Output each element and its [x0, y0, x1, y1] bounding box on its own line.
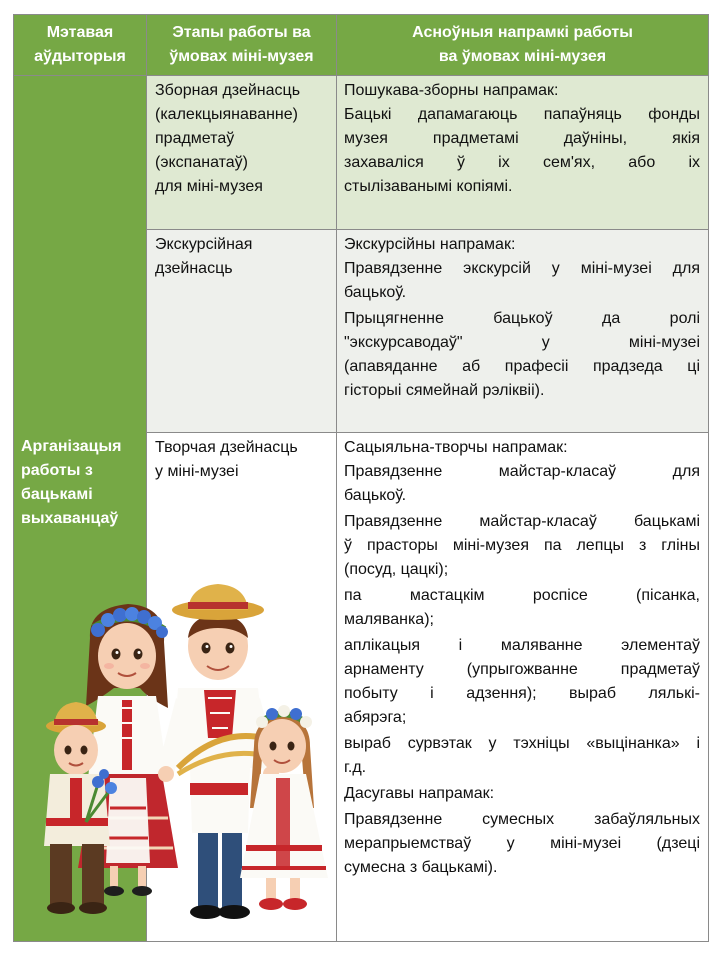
- direction-text: арнаменту (упрыгожванне прадметаў: [344, 661, 700, 678]
- direction-text: побыту і адзення); выраб лялькі-: [344, 685, 700, 702]
- direction-text: аплікацыя і маляванне элементаў: [344, 637, 700, 654]
- direction-text: г.д.: [344, 759, 367, 776]
- direction-text: маляванка);: [344, 611, 434, 628]
- stage-text: Экскурсійная: [155, 236, 253, 253]
- stage-text: прадметаў: [155, 130, 235, 147]
- direction-title: Экскурсійны напрамак:: [344, 236, 516, 253]
- header-text: Асноўныя напрамкі работы: [412, 24, 633, 41]
- stage-text: (калекцыянаванне): [155, 106, 298, 123]
- header-main-directions: [337, 15, 709, 76]
- direction-title: Дасугавы напрамак:: [344, 785, 495, 802]
- header-text: ўмовах міні-музея: [169, 48, 314, 65]
- children-in-folk-costumes-illustration: [28, 578, 334, 934]
- table-row: [14, 76, 709, 230]
- direction-title: Сацыяльна-творчы напрамак:: [344, 439, 568, 456]
- header-row: [14, 15, 709, 76]
- audience-text: бацькамі: [21, 485, 93, 503]
- direction-text: Правядзенне майстар-класаў для: [344, 463, 700, 480]
- header-text: Мэтавая: [46, 24, 114, 41]
- direction-text: (посуд, цацкі);: [344, 561, 449, 578]
- direction-text: абярэга;: [344, 709, 407, 726]
- direction-title: Пошукава-зборны напрамак:: [344, 82, 559, 99]
- direction-cell: [337, 230, 709, 433]
- stage-cell: [147, 76, 337, 230]
- audience-text: работы з: [21, 461, 93, 479]
- direction-text: музея прадметамі даўніны, якія: [344, 130, 700, 147]
- header-target-audience: [14, 15, 147, 76]
- direction-cell: [337, 76, 709, 230]
- stage-text: (экспанатаў): [155, 154, 248, 171]
- stage-text: Зборная дзейнасць: [155, 82, 301, 99]
- stage-text: для міні-музея: [155, 178, 263, 195]
- direction-text: Бацькі дапамагаюць папаўняць фонды: [344, 106, 700, 123]
- direction-text: па мастацкім роспісе (пісанка,: [344, 587, 700, 604]
- stage-text: дзейнасць: [155, 260, 233, 277]
- audience-text: Арганізацыя: [21, 437, 122, 455]
- audience-text: выхаванцаў: [21, 509, 119, 527]
- direction-text: гісторыі сямейнай рэліквіі).: [344, 382, 545, 399]
- direction-text: Прыцягненне бацькоў да ролі: [344, 310, 700, 327]
- direction-text: бацькоў.: [344, 487, 407, 504]
- stage-text: Творчая дзейнасць: [155, 439, 298, 456]
- direction-text: сумесна з бацькамі).: [344, 859, 498, 876]
- direction-text: бацькоў.: [344, 284, 407, 301]
- direction-text: "экскурсаводаў" у міні-музеі: [344, 334, 700, 351]
- direction-text: выраб сурвэтак у тэхніцы «выцінанка» і: [344, 735, 700, 752]
- direction-text: ў прасторы міні-музея па лепцы з гліны: [344, 537, 700, 554]
- direction-text: стылізаванымі копіямі.: [344, 178, 513, 195]
- header-text: ва ўмовах міні-музея: [438, 48, 607, 65]
- direction-text: Правядзенне майстар-класаў бацькамі: [344, 513, 700, 530]
- header-text: Этапы работы ва: [172, 24, 311, 41]
- direction-cell: [337, 433, 709, 942]
- header-work-stages: [147, 15, 337, 76]
- direction-text: мерапрыемстваў у міні-музеі (дзеці: [344, 835, 700, 852]
- stage-text: у міні-музеі: [155, 463, 239, 480]
- direction-text: захаваліся ў іх сем'ях, або іх: [344, 154, 700, 171]
- direction-text: Правядзенне сумесных забаўляльных: [344, 811, 700, 828]
- direction-text: Правядзенне экскурсій у міні-музеі для: [344, 260, 700, 277]
- stage-cell: [147, 230, 337, 433]
- header-text: аўдыторыя: [34, 48, 126, 65]
- direction-text: (апавяданне аб прафесіі прадзеда ці: [344, 358, 700, 375]
